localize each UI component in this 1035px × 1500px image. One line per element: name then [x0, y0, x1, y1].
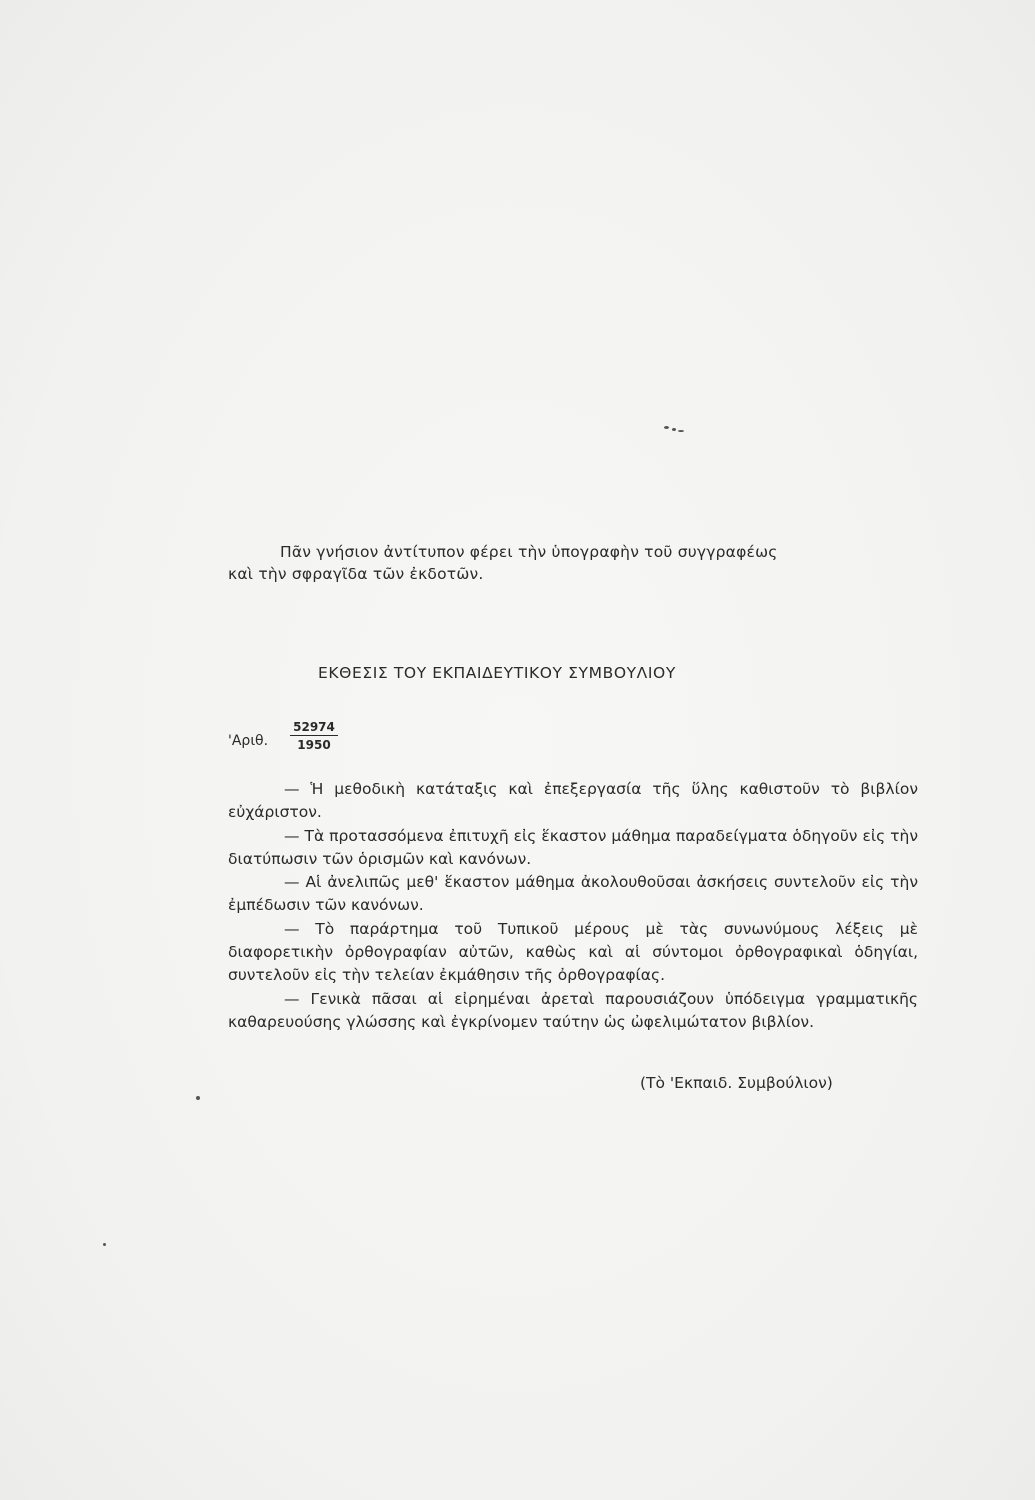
signoff: (Τὸ 'Εκπαιδ. Συμβούλιον) [640, 1074, 833, 1092]
reference-label: 'Αριθ. [228, 733, 269, 749]
reference-numerator: 52974 [290, 720, 338, 736]
report-paragraph: — Τὰ προτασσόμενα ἐπιτυχῆ εἰς ἕκαστον μάθημα παραδείγματα ὁδηγοῦν εἰς τὴν διατύπωσιν τῶν ὁρισμῶν καὶ κανόνων. [228, 826, 918, 868]
notice-line: καὶ τὴν σφραγῖδα τῶν ἐκδοτῶν. [228, 565, 484, 583]
reference-denominator: 1950 [297, 738, 331, 752]
authenticity-notice [228, 541, 890, 585]
speck-mark [664, 426, 669, 429]
report-paragraph: — Ἡ μεθοδικὴ κατάταξις καὶ ἐπεξεργασία τῆς ὕλης καθιστοῦν τὸ βιβλίον εὐχάριστον. [228, 780, 918, 822]
report-body [228, 778, 918, 1034]
report-paragraph: — Τὸ παράρτημα τοῦ Τυπικοῦ μέρους μὲ τὰς συνωνύμους λέξεις μὲ διαφορετικὴν ὀρθογραφίαν αὐτῶν, καθὼς καὶ αἱ σύντομοι ὀρθογραφικαὶ ὁδηγίαι, συντελοῦν εἰς τὴν τελείαν ἐκμάθησιν τῆς ὀρθογραφίας. [228, 919, 918, 985]
speck-mark [103, 1243, 106, 1246]
speck-mark [678, 430, 684, 432]
reference-fraction [290, 720, 338, 752]
report-paragraph: — Γενικὰ πᾶσαι αἱ εἰρημέναι ἀρεταὶ παρουσιάζουν ὑπόδειγμα γραμματικῆς καθαρευούσης γλώσσης καὶ ἐγκρίνομεν ταύτην ὡς ὠφελιμώτατον βιβλίον. [228, 989, 918, 1031]
report-paragraph: — Αἱ ἀνελιπῶς μεθ' ἕκαστον μάθημα ἀκολουθοῦσαι ἀσκήσεις συντελοῦν εἰς τὴν ἐμπέδωσιν τῶν κανόνων. [228, 873, 918, 915]
speck-mark [672, 428, 676, 431]
notice-line: Πᾶν γνήσιον ἀντίτυπον φέρει τὴν ὑπογραφὴν τοῦ συγγραφέως [280, 543, 778, 561]
report-title: ΕΚΘΕΣΙΣ ΤΟΥ ΕΚΠΑΙΔΕΥΤΙΚΟΥ ΣΥΜΒΟΥΛΙΟΥ [318, 664, 676, 682]
speck-mark [196, 1096, 200, 1100]
